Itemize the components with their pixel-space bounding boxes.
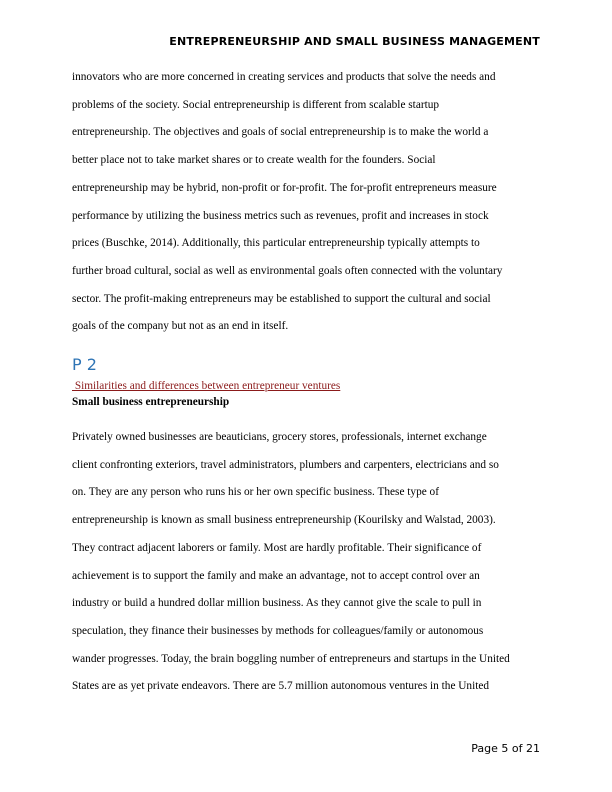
paragraph-line: further broad cultural, social as well as environmental goals often connected with the voluntary xyxy=(72,264,503,277)
paragraph-line: client confronting exteriors, travel administrators, plumbers and carpenters, electricians and so xyxy=(72,458,499,471)
paragraph-social-entrepreneurship xyxy=(72,64,542,341)
paragraph-line: entrepreneurship is known as small business entrepreneurship (Kourilsky and Walstad, 2003). xyxy=(72,514,496,527)
paragraph-line: speculation, they finance their businesses by methods for colleagues/family or autonomous xyxy=(72,624,484,637)
paragraph-line: entrepreneurship. The objectives and goals of social entrepreneurship is to make the world a xyxy=(72,126,489,139)
section-heading-p2: P 2 xyxy=(72,355,97,374)
paragraph-small-business xyxy=(72,424,542,701)
paragraph-line: They contract adjacent laborers or family. Most are hardly profitable. Their significance of xyxy=(72,541,482,554)
paragraph-line: sector. The profit-making entrepreneurs may be established to support the cultural and social xyxy=(72,292,491,305)
paragraph-line: achievement is to support the family and make an advantage, not to accept control over an xyxy=(72,569,480,582)
paragraph-line: problems of the society. Social entrepreneurship is different from scalable startup xyxy=(72,98,440,111)
paragraph-line: Privately owned businesses are beauticians, grocery stores, professionals, internet exchange xyxy=(72,431,487,443)
paragraph-line: industry or build a hundred dollar million business. As they cannot give the scale to pull in xyxy=(72,597,482,610)
paragraph-line: goals of the company but not as an end in itself. xyxy=(72,320,289,333)
paragraph-line: prices (Buschke, 2014). Additionally, this particular entrepreneurship typically attempts to xyxy=(72,237,480,250)
paragraph-line: States are as yet private endeavors. There are 5.7 million autonomous ventures in the United xyxy=(72,680,490,693)
paragraph-line: wander progresses. Today, the brain boggling number of entrepreneurs and startups in the United xyxy=(72,652,510,665)
running-header: ENTREPRENEURSHIP AND SMALL BUSINESS MANAGEMENT xyxy=(169,35,540,48)
paragraph-line: entrepreneurship may be hybrid, non-profit or for-profit. The for-profit entrepreneurs measure xyxy=(72,181,497,194)
paragraph-line: better place not to take market shares or to create wealth for the founders. Social xyxy=(72,154,436,167)
small-business-subheading: Small business entrepreneurship xyxy=(72,396,230,408)
similarities-differences-link[interactable]: Similarities and differences between entrepreneur ventures xyxy=(72,380,341,392)
paragraph-line: performance by utilizing the business metrics such as revenues, profit and increases in stock xyxy=(72,209,489,222)
paragraph-line: innovators who are more concerned in creating services and products that solve the needs and xyxy=(72,71,496,83)
page-number-footer: Page 5 of 21 xyxy=(471,742,540,755)
paragraph-line: on. They are any person who runs his or her own specific business. These type of xyxy=(72,486,439,499)
